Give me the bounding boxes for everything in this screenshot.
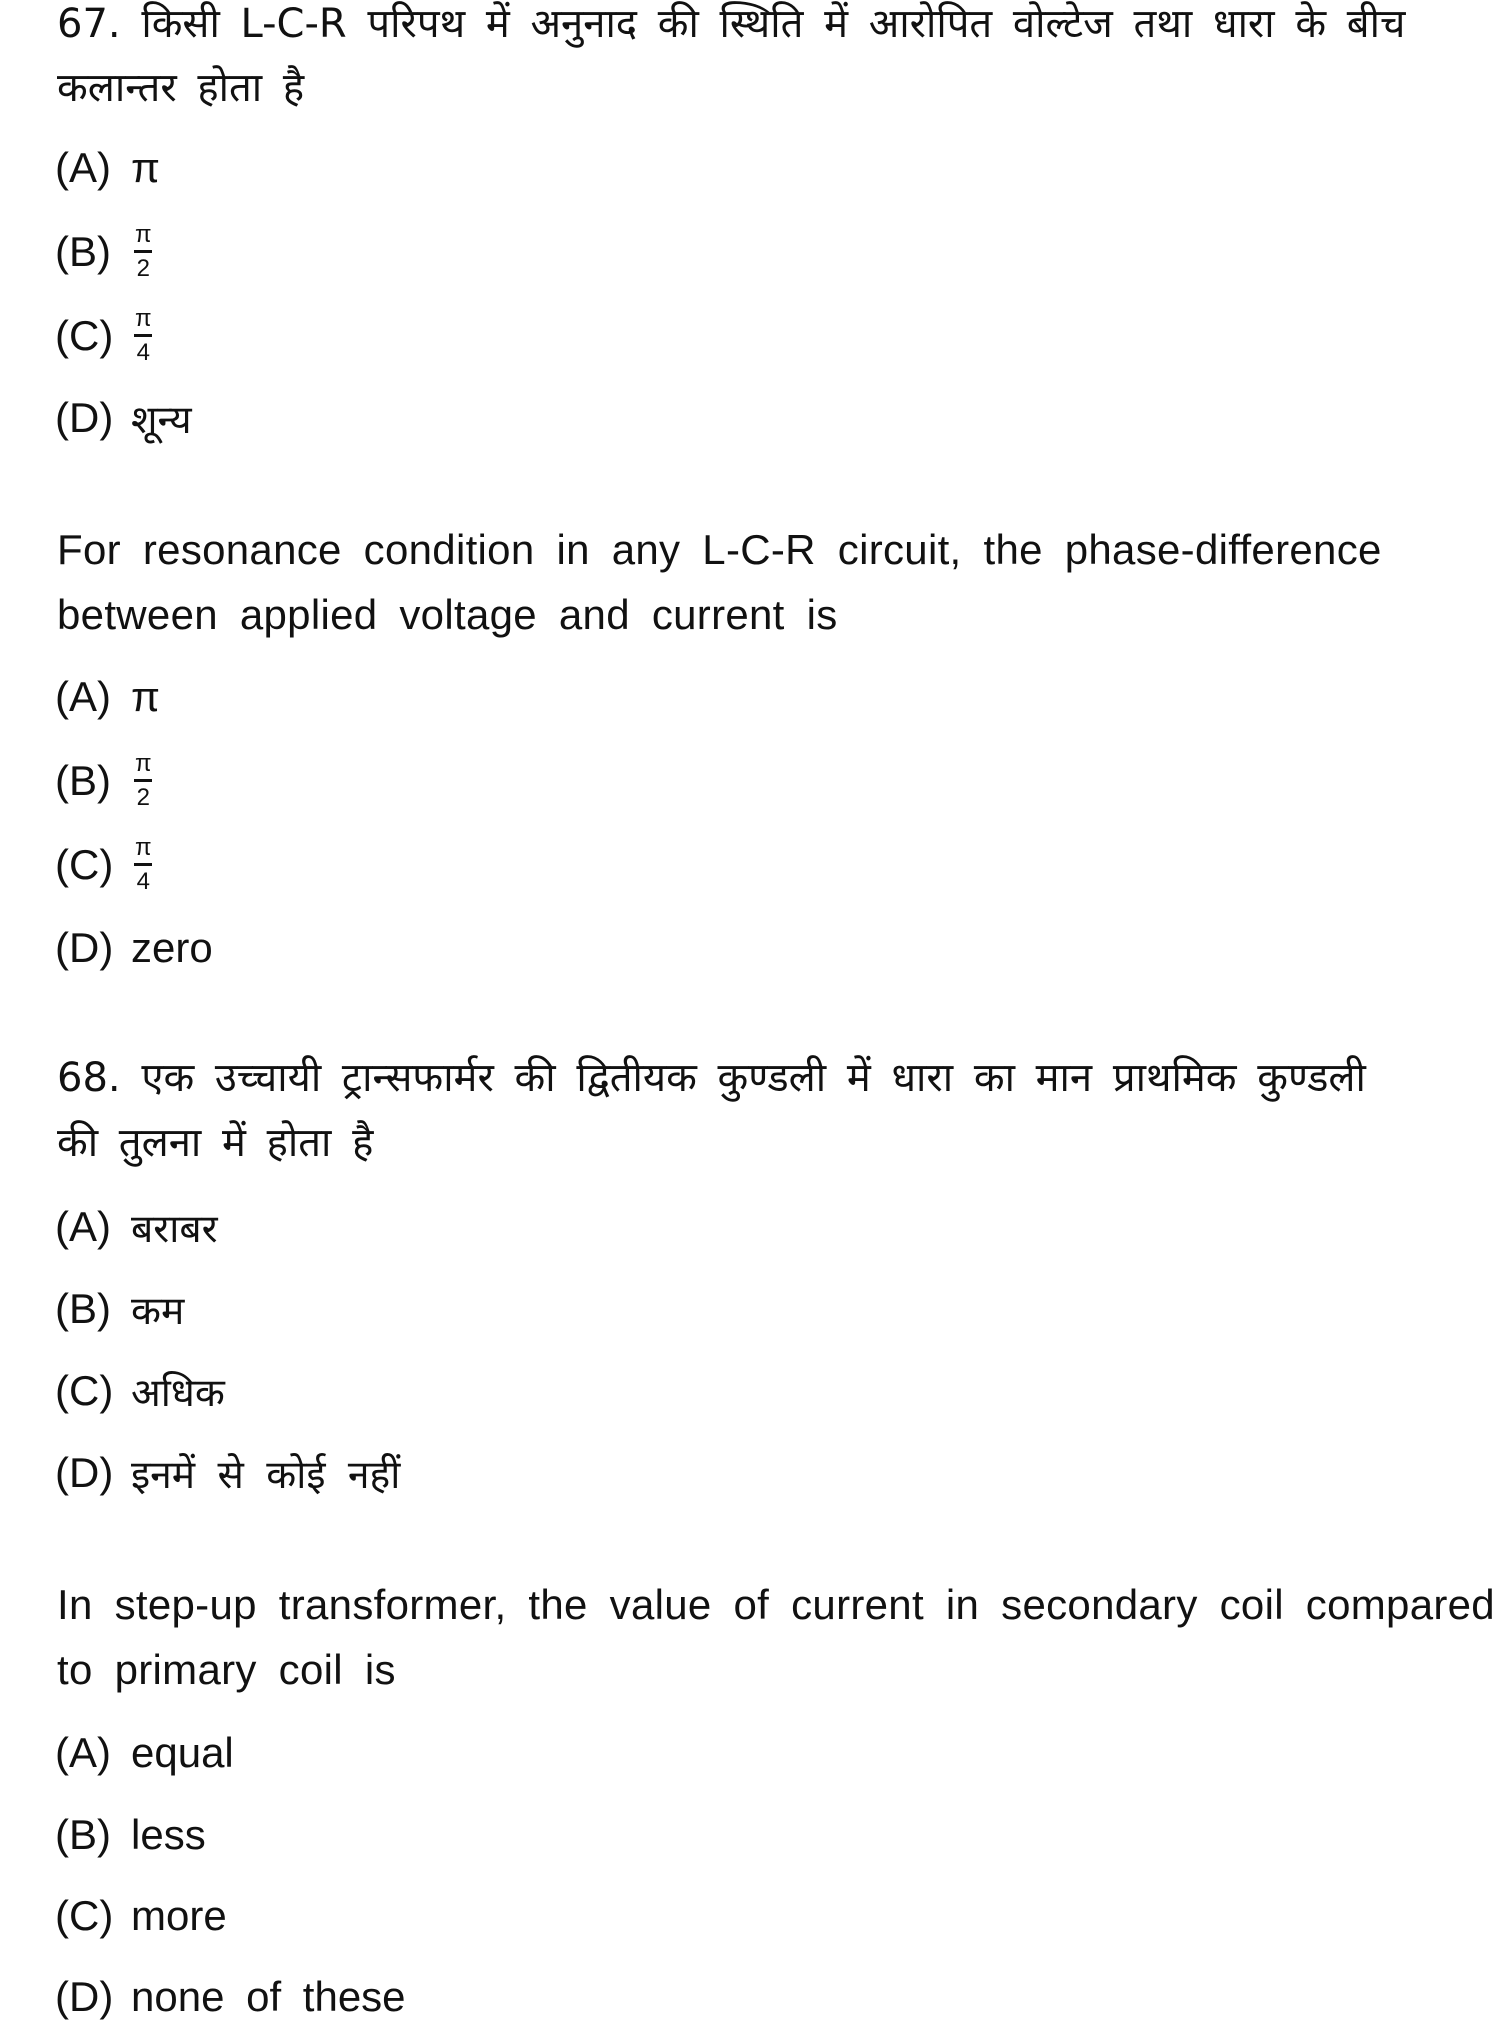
question-67-hindi-line-1: 67. किसी L-C-R परिपथ में अनुनाद की स्थिति में आरोपित वोल्टेज तथा धारा के बीच xyxy=(57,1,1406,47)
option-a[interactable] xyxy=(55,1723,234,1783)
option-label: (C) xyxy=(55,841,114,888)
option-text: zero xyxy=(131,924,213,971)
option-c[interactable] xyxy=(55,1361,225,1421)
fraction-bar xyxy=(134,779,152,782)
option-b[interactable] xyxy=(55,222,154,282)
option-b[interactable] xyxy=(55,751,154,811)
option-text: π xyxy=(131,673,160,720)
fraction xyxy=(133,836,154,894)
option-d[interactable] xyxy=(55,918,213,978)
option-label: (B) xyxy=(55,228,111,275)
fraction-denominator: 4 xyxy=(136,868,150,895)
option-label: (B) xyxy=(55,1811,111,1858)
option-text: π xyxy=(131,144,160,191)
fraction-denominator: 2 xyxy=(136,784,150,811)
option-a[interactable] xyxy=(55,138,160,198)
option-text: शून्य xyxy=(131,397,192,443)
fraction-bar xyxy=(134,863,152,866)
question-68-english-line-2: to primary coil is xyxy=(57,1646,396,1693)
option-text: कम xyxy=(131,1288,185,1334)
option-text: none of these xyxy=(131,1973,406,2020)
option-label: (D) xyxy=(55,394,114,441)
fraction-numerator: π xyxy=(135,750,152,777)
option-d[interactable] xyxy=(55,388,192,448)
option-b[interactable] xyxy=(55,1279,184,1339)
option-c[interactable] xyxy=(55,1886,227,1946)
fraction-denominator: 4 xyxy=(136,339,150,366)
option-label: (D) xyxy=(55,924,114,971)
fraction-numerator: π xyxy=(135,221,152,248)
option-b[interactable] xyxy=(55,1805,206,1865)
question-68-hindi-line-1: 68. एक उच्चायी ट्रान्सफार्मर की द्वितीयक कुण्डली में धारा का मान प्राथमिक कुण्डली xyxy=(57,1055,1366,1101)
fraction xyxy=(133,307,154,365)
option-c[interactable] xyxy=(55,306,154,366)
option-label: (D) xyxy=(55,1449,114,1496)
option-text: बराबर xyxy=(131,1206,218,1252)
option-label: (A) xyxy=(55,673,111,720)
fraction xyxy=(133,223,154,281)
fraction xyxy=(133,752,154,810)
option-d[interactable] xyxy=(55,1967,406,2027)
fraction-denominator: 2 xyxy=(136,255,150,282)
fraction-bar xyxy=(134,334,152,337)
option-a[interactable] xyxy=(55,1197,218,1257)
fraction-bar xyxy=(134,250,152,253)
question-67-english-line-1: For resonance condition in any L-C-R circuit, the phase-difference xyxy=(57,526,1382,573)
option-text: equal xyxy=(131,1729,234,1776)
option-label: (A) xyxy=(55,144,111,191)
option-text: less xyxy=(131,1811,206,1858)
fraction-numerator: π xyxy=(135,834,152,861)
option-d[interactable] xyxy=(55,1443,400,1503)
fraction-numerator: π xyxy=(135,305,152,332)
question-67-hindi-line-2: कलान्तर होता है xyxy=(57,65,305,111)
option-a[interactable] xyxy=(55,667,160,727)
option-label: (D) xyxy=(55,1973,114,2020)
question-68-english-line-1: In step-up transformer, the value of current in secondary coil compared xyxy=(57,1581,1495,1628)
option-label: (A) xyxy=(55,1203,111,1250)
option-label: (B) xyxy=(55,757,111,804)
option-label: (A) xyxy=(55,1729,111,1776)
question-68-hindi-line-2: की तुलना में होता है xyxy=(57,1120,374,1166)
option-label: (C) xyxy=(55,312,114,359)
option-text: more xyxy=(131,1892,227,1939)
option-text: अधिक xyxy=(131,1370,225,1416)
question-67-english-line-2: between applied voltage and current is xyxy=(57,591,838,638)
option-c[interactable] xyxy=(55,835,154,895)
option-label: (C) xyxy=(55,1892,114,1939)
option-label: (B) xyxy=(55,1285,111,1332)
option-label: (C) xyxy=(55,1367,114,1414)
option-text: इनमें से कोई नहीं xyxy=(131,1452,401,1498)
